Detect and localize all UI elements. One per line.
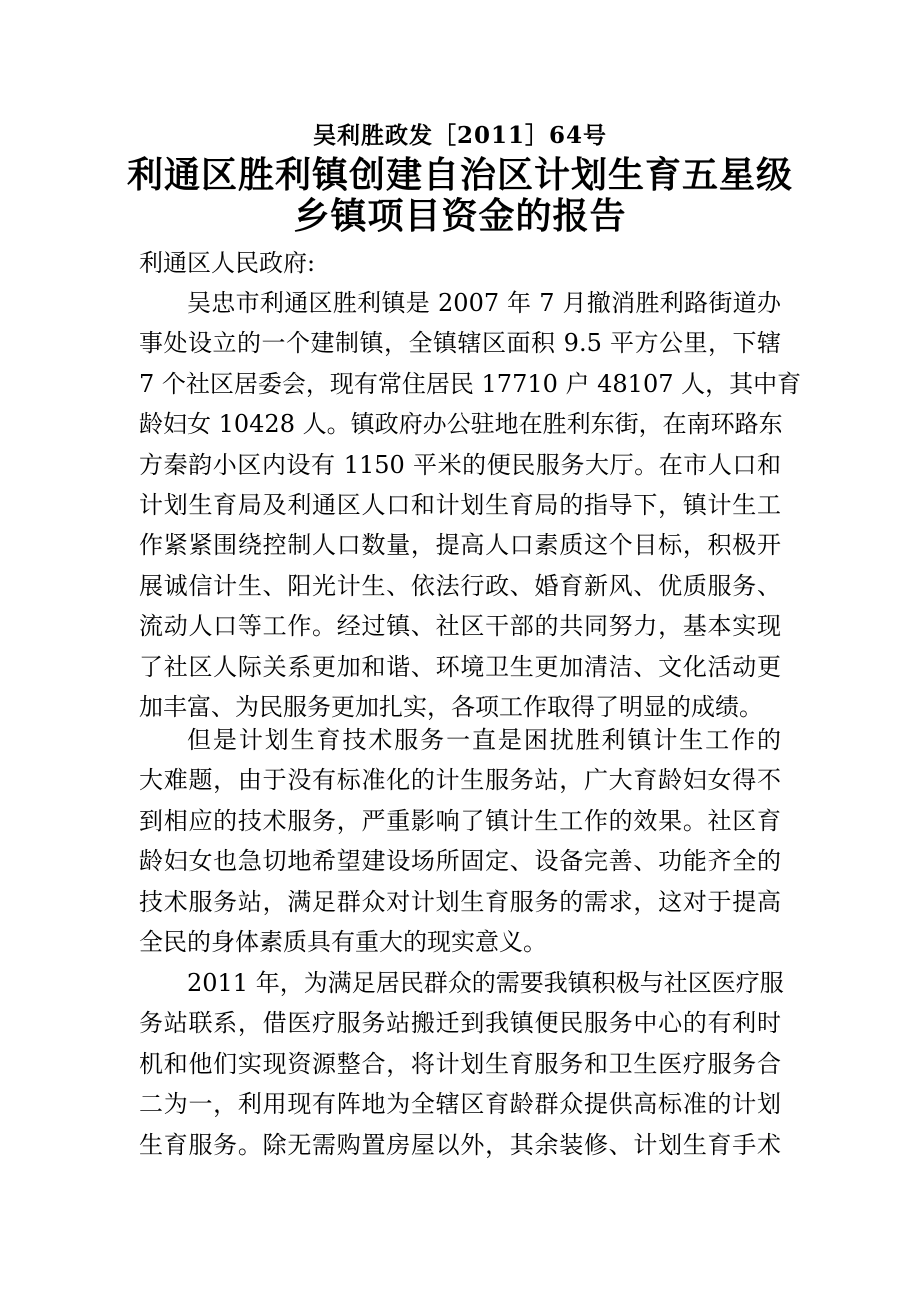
salutation-text: 利通区人民政府: <box>139 249 316 277</box>
paragraph-line: 到相应的技术服务，严重影响了镇计生工作的效果。社区育 <box>139 806 781 835</box>
paragraph-line: 机和他们实现资源整合，将计划生育服务和卫生医疗服务合 <box>139 1049 781 1078</box>
paragraph-2 <box>139 720 781 962</box>
paragraph-line: 7 个社区居委会，现有常住居民 17710 户 48107 人，其中育 <box>139 369 802 398</box>
paragraph-line: 了社区人际关系更加和谐、环境卫生更加清洁、文化活动更 <box>139 652 781 681</box>
report-title-line-1: 利通区胜利镇创建自治区计划生育五星级 <box>126 155 793 196</box>
paragraph-line: 计划生育局及利通区人口和计划生育局的指导下，镇计生工 <box>139 490 781 519</box>
paragraph-1 <box>139 283 802 727</box>
paragraph-line: 二为一，利用现有阵地为全辖区育龄群众提供高标准的计划 <box>139 1090 781 1119</box>
paragraph-line: 吴忠市利通区胜利镇是 2007 年 7 月撤消胜利路街道办 <box>187 289 781 317</box>
paragraph-line: 技术服务站，满足群众对计划生育服务的需求，这对于提高 <box>139 887 781 916</box>
report-title-line-2: 乡镇项目资金的报告 <box>293 196 627 237</box>
paragraph-line: 全民的身体素质具有重大的现实意义。 <box>139 927 547 956</box>
paragraph-3 <box>139 963 784 1165</box>
document-number: 吴利胜政发［2011］64号 <box>312 122 608 149</box>
paragraph-line: 流动人口等工作。经过镇、社区干部的共同努力，基本实现 <box>139 612 781 641</box>
paragraph-line: 但是计划生育技术服务一直是困扰胜利镇计生工作的 <box>187 726 781 754</box>
salutation <box>139 243 781 283</box>
paragraph-line: 2011 年，为满足居民群众的需要我镇积极与社区医疗服 <box>187 969 784 997</box>
paragraph-line: 龄妇女 10428 人。镇政府办公驻地在胜利东街，在南环路东 <box>139 410 783 439</box>
paragraph-line: 大难题，由于没有标准化的计生服务站，广大育龄妇女得不 <box>139 766 781 795</box>
paragraph-line: 方秦韵小区内设有 1150 平米的便民服务大厅。在市人口和 <box>139 450 781 479</box>
paragraph-line: 务站联系，借医疗服务站搬迁到我镇便民服务中心的有利时 <box>139 1009 781 1038</box>
paragraph-line: 作紧紧围绕控制人口数量，提高人口素质这个目标，积极开 <box>139 531 781 560</box>
paragraph-line: 生育服务。除无需购置房屋以外，其余装修、计划生育手术 <box>139 1130 781 1159</box>
paragraph-line: 加丰富、为民服务更加扎实，各项工作取得了明显的成绩。 <box>139 692 763 721</box>
paragraph-line: 龄妇女也急切地希望建设场所固定、设备完善、功能齐全的 <box>139 847 781 876</box>
paragraph-line: 展诚信计生、阳光计生、依法行政、婚育新风、优质服务、 <box>139 571 781 600</box>
paragraph-line: 事处设立的一个建制镇，全镇辖区面积 9.5 平方公里，下辖 <box>139 329 781 358</box>
